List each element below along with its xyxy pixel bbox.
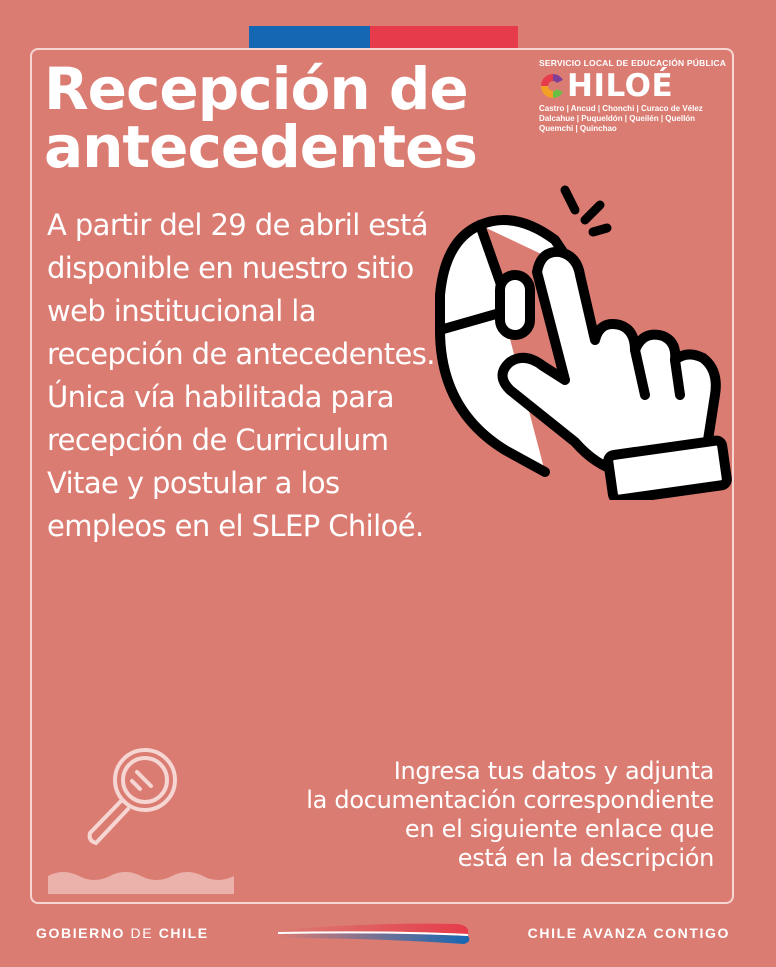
footer-gobierno <box>36 925 209 941</box>
cta-line-4: está en la descripción <box>457 844 714 872</box>
logo-name: HILOÉ <box>567 68 674 104</box>
flag-stripe-blue <box>249 26 370 48</box>
cta-line-3: en el siguiente enlace que <box>404 815 714 843</box>
waves-decoration <box>48 868 234 894</box>
logo-name-row <box>539 70 729 102</box>
flag-stripe-red <box>370 26 518 48</box>
cta-line-1: Ingresa tus datos y adjunta <box>393 757 714 785</box>
chile-logo-c-icon <box>539 72 567 100</box>
footer-left-middle: DE <box>130 925 154 941</box>
footer-left-prefix: GOBIERNO <box>36 925 126 941</box>
page-title: Recepción de antecedentes <box>44 55 477 181</box>
announcement-text: A partir del 29 de abril está disponible en nuestro sitio web institucional la recepción de antecedentes. Única vía habilitada para recepción de Curriculum Vitae y postular a los empleos en el SLEP Chiloé. <box>47 208 435 543</box>
footer-chile-avanza: CHILE AVANZA CONTIGO <box>527 925 730 941</box>
logo-comunas: Castro | Ancud | Chonchi | Curaco de Vélez Dalcahue | Puqueldón | Queilén | Quellón Quemchi | Quinchao <box>539 104 703 133</box>
footer-left-suffix: CHILE <box>158 925 209 941</box>
cta-line-2: la documentación correspondiente <box>306 786 714 814</box>
logo-service-name: SERVICIO LOCAL DE EDUCACIÓN PÚBLICA <box>539 58 727 68</box>
cta-text <box>214 757 714 873</box>
mouse-click-hand-icon <box>425 180 735 500</box>
slep-chiloe-logo <box>539 58 729 134</box>
magnifier-icon <box>80 745 190 850</box>
footer-swoosh <box>278 918 474 946</box>
